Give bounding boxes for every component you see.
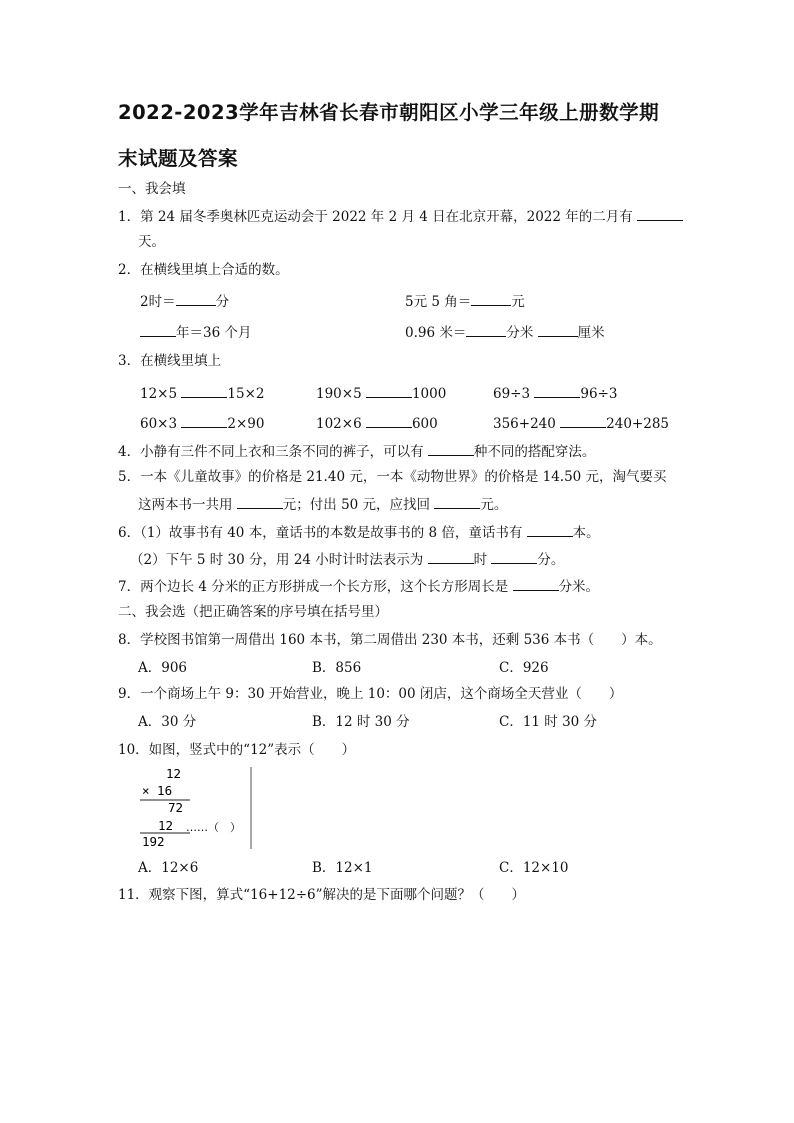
q2-item-2-unit: 元 xyxy=(511,294,525,310)
q2-item-4-unit-2: 厘米 xyxy=(577,325,605,341)
q2-blank-3[interactable] xyxy=(140,322,176,337)
q3-item-5 xyxy=(316,413,438,433)
q3-blank-5[interactable] xyxy=(366,413,412,428)
q1-blank[interactable] xyxy=(637,206,683,221)
question-8-stem: 8．学校图书馆第一周借出 160 本书，第二周借出 230 本书，还剩 536 本书（ ）本。 xyxy=(118,632,662,648)
q8-option-a[interactable]: A．906 xyxy=(138,660,188,676)
q2-item-2 xyxy=(405,291,525,311)
q2-blank-5[interactable] xyxy=(538,322,578,337)
vertical-multiplication-figure xyxy=(138,767,252,849)
q10-option-c[interactable]: C．12×10 xyxy=(499,860,569,876)
question-7 xyxy=(118,576,599,596)
q7-tail: 分米。 xyxy=(558,579,600,595)
q3-item-4-right: 2×90 xyxy=(227,416,265,432)
q2-item-1 xyxy=(140,291,229,311)
q3-item-5-right: 600 xyxy=(411,416,438,432)
q2-item-4 xyxy=(405,322,605,342)
question-6-line-1 xyxy=(118,522,600,542)
calc-partial-2: 12 xyxy=(158,818,174,833)
q1-unit: 天。 xyxy=(138,234,165,250)
q2-blank-2[interactable] xyxy=(471,291,511,306)
question-5-line-1: 5．一本《儿童故事》的价格是 21.40 元，一本《动物世界》的价格是 14.50 元，淘气要买 xyxy=(118,469,667,485)
q3-item-1-right: 15×2 xyxy=(227,386,265,402)
q1-text: 1．第 24 届冬季奥林匹克运动会于 2022 年 2 月 4 日在北京开幕，2022 年的二月有 xyxy=(118,209,633,225)
question-4 xyxy=(118,441,595,461)
q8-option-b[interactable]: B．856 xyxy=(312,660,362,676)
title-line-1: 2022-2023学年吉林省长春市朝阳区小学三年级上册数学期 xyxy=(118,101,660,124)
q2-item-2-left: 5元 5 角＝ xyxy=(405,294,472,310)
section-2-heading: 二、我会选（把正确答案的序号填在括号里） xyxy=(118,604,388,620)
q4-blank[interactable] xyxy=(428,441,474,456)
q2-item-4-left: 0.96 米＝ xyxy=(405,325,467,341)
calc-multiplier: × 16 xyxy=(142,783,173,798)
question-11-stem: 11．观察下图，算式“16+12÷6”解决的是下面哪个问题？（ ） xyxy=(118,887,526,903)
q6-blank-3[interactable] xyxy=(491,549,537,564)
q6-text-5: 分。 xyxy=(537,552,565,568)
question-9-stem: 9．一个商场上午 9：30 开始营业，晚上 10：00 闭店，这个商场全天营业（ ） xyxy=(118,686,623,702)
q3-item-3 xyxy=(493,383,617,403)
q10-option-b[interactable]: B．12×1 xyxy=(312,860,373,876)
q2-item-1-left: 2时＝ xyxy=(140,294,176,310)
q9-option-c[interactable]: C．11 时 30 分 xyxy=(499,714,598,730)
title-line-2: 末试题及答案 xyxy=(118,147,239,170)
q6-text-4: 时 xyxy=(473,552,488,568)
q4-text: 4．小静有三件不同上衣和三条不同的裤子，可以有 xyxy=(118,444,424,460)
question-2-stem: 2．在横线里填上合适的数。 xyxy=(118,262,289,278)
q3-item-5-left: 102×6 xyxy=(316,416,362,432)
q6-blank-2[interactable] xyxy=(428,549,474,564)
q2-blank-1[interactable] xyxy=(176,291,216,306)
q3-item-6-left: 356+240 xyxy=(493,416,556,432)
q2-item-4-unit-1: 分米 xyxy=(506,325,534,341)
q5-text-1: 这两本书一共用 xyxy=(138,497,233,513)
q7-blank[interactable] xyxy=(513,576,559,591)
question-5-line-2 xyxy=(138,494,507,514)
q3-item-1 xyxy=(140,383,264,403)
question-3-stem: 3．在横线里填上 xyxy=(118,353,222,369)
q7-text: 7．两个边长 4 分米的正方形拼成一个长方形，这个长方形周长是 xyxy=(118,579,509,595)
q3-item-4 xyxy=(140,413,264,433)
q5-blank-1[interactable] xyxy=(237,494,283,509)
question-1-line-1 xyxy=(118,206,683,226)
q8-option-c[interactable]: C．926 xyxy=(499,660,549,676)
q3-item-2-right: 1000 xyxy=(411,386,447,402)
q6-blank-1[interactable] xyxy=(527,522,573,537)
q3-blank-6[interactable] xyxy=(560,413,606,428)
q3-item-4-left: 60×3 xyxy=(140,416,178,432)
q2-item-1-unit: 分 xyxy=(215,294,230,310)
question-6-line-2 xyxy=(130,549,564,569)
calc-result: 192 xyxy=(142,834,165,849)
q2-item-3 xyxy=(140,322,251,342)
q9-option-a[interactable]: A．30 分 xyxy=(138,714,197,730)
q5-blank-2[interactable] xyxy=(434,494,480,509)
q6-text-3: （2）下午 5 时 30 分，用 24 小时计时法表示为 xyxy=(130,552,424,568)
q3-item-6 xyxy=(493,413,669,433)
q10-option-a[interactable]: A．12×6 xyxy=(138,860,199,876)
section-1-heading: 一、我会填 xyxy=(118,181,186,197)
q3-item-3-right: 96÷3 xyxy=(580,386,618,402)
q6-text-1: 6．（1）故事书有 40 本，童话书的本数是故事书的 8 倍，童话书有 xyxy=(118,525,523,541)
q3-item-3-left: 69÷3 xyxy=(493,386,531,402)
q3-blank-1[interactable] xyxy=(181,383,227,398)
q9-option-b[interactable]: B．12 时 30 分 xyxy=(312,714,410,730)
q3-item-2-left: 190×5 xyxy=(316,386,362,402)
q3-blank-4[interactable] xyxy=(181,413,227,428)
q5-text-3: 元。 xyxy=(480,497,508,513)
q2-blank-4[interactable] xyxy=(466,322,506,337)
q4-tail: 种不同的搭配穿法。 xyxy=(473,444,596,460)
question-10-stem: 10．如图，竖式中的“12”表示（ ） xyxy=(118,742,356,758)
q3-item-1-left: 12×5 xyxy=(140,386,178,402)
q3-blank-3[interactable] xyxy=(534,383,580,398)
calc-partial-1: 72 xyxy=(168,800,184,815)
q6-text-2: 本。 xyxy=(572,525,600,541)
q2-item-3-text: 年＝36 个月 xyxy=(176,325,252,341)
calc-top: 12 xyxy=(166,767,182,781)
q5-text-2: 元；付出 50 元，应找回 xyxy=(282,497,431,513)
q3-blank-2[interactable] xyxy=(366,383,412,398)
q3-item-6-right: 240+285 xyxy=(606,416,670,432)
calc-note: ……（ ） xyxy=(186,821,241,834)
q3-item-2 xyxy=(316,383,446,403)
